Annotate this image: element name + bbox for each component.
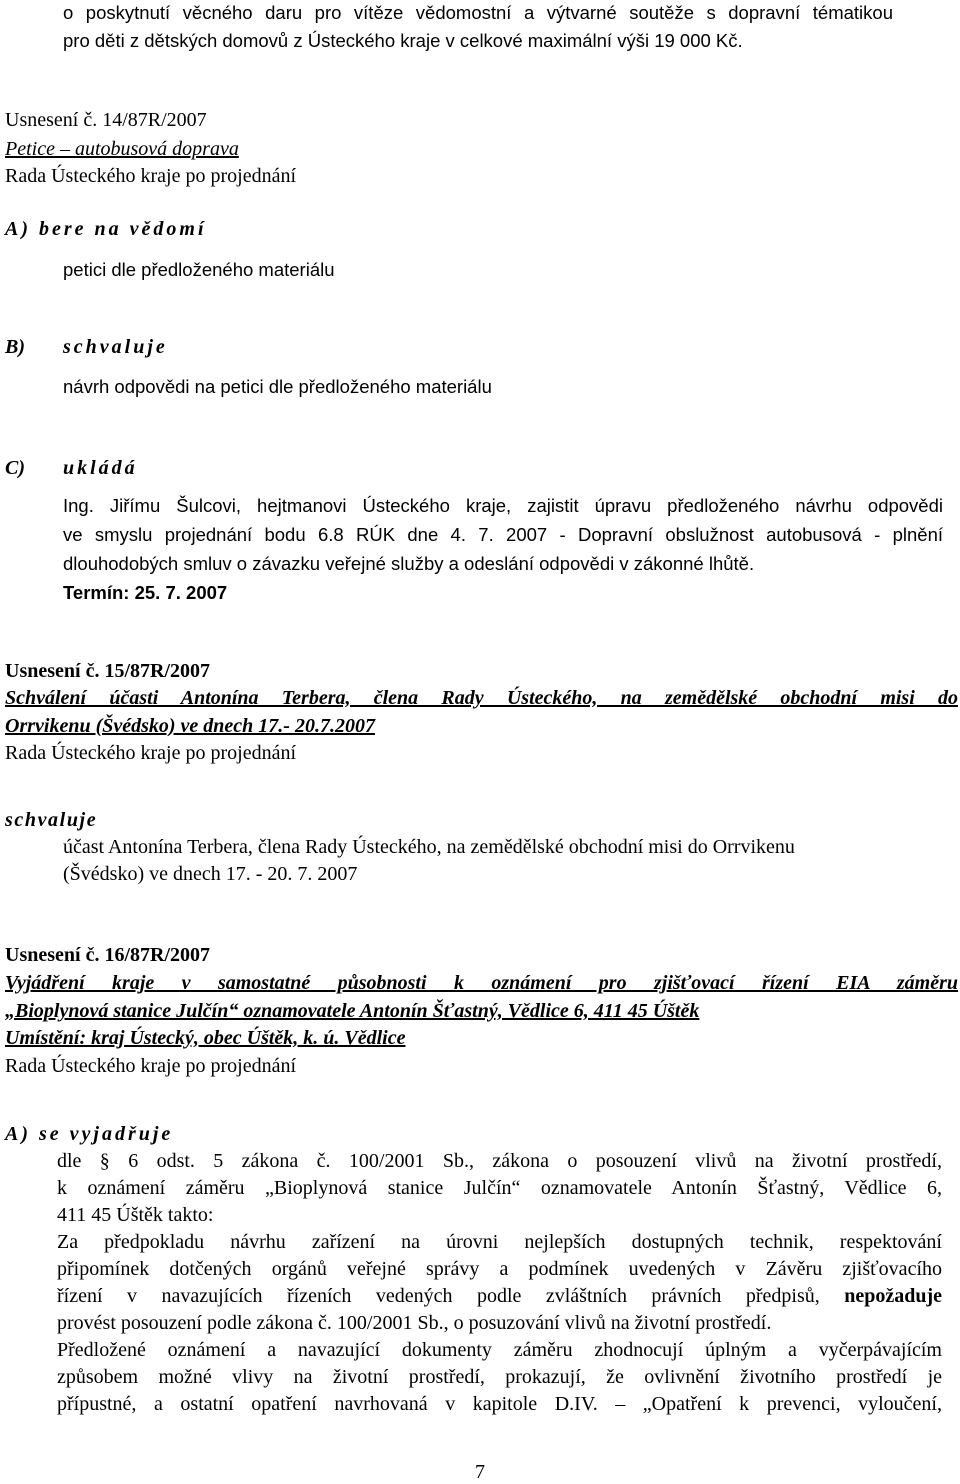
- resolution-14-deadline: Termín: 25. 7. 2007: [63, 582, 228, 603]
- resolution-16-number: Usnesení č. 16/87R/2007: [5, 944, 210, 966]
- resolution-16-line-10: přípustné, a ostatní opatření navrhovaná v kapitole D.IV. – „Opatření k prevenci, vyloučení,: [57, 1393, 942, 1415]
- resolution-15-title-line-1: Schválení účasti Antonína Terbera, člena Rady Ústeckého, na zemědělské obchodní misi do: [5, 687, 958, 709]
- resolution-15-title-line-2: Orrvikenu (Švédsko) ve dnech 17.- 20.7.2007: [5, 715, 375, 737]
- resolution-14-c-line-3: dlouhodobých smluv o závazku veřejné služby a odeslání odpovědi v zákonné lhůtě.: [63, 553, 755, 574]
- resolution-16-line-3: 411 45 Úštěk takto:: [57, 1204, 214, 1226]
- carryover-line-2: pro děti z dětských domovů z Ústeckého kraje v celkové maximální výši 19 000 Kč.: [63, 30, 743, 51]
- resolution-16-line-5: připomínek dotčených orgánů veřejné správy a podmínek uvedených v Závěru zjišťovacího: [57, 1258, 942, 1280]
- resolution-14-b-verb: schvaluje: [63, 336, 168, 358]
- resolution-15-text-line-2: (Švédsko) ve dnech 17. - 20. 7. 2007: [63, 863, 358, 885]
- resolution-15-intro: Rada Ústeckého kraje po projednání: [5, 742, 297, 764]
- resolution-16-title-line-3: Umístění: kraj Ústecký, obec Úštěk, k. ú. Vědlice: [5, 1027, 406, 1049]
- resolution-14-c-line-2: ve smyslu projednání bodu 6.8 RÚK dne 4. 7. 2007 - Dopravní obslužnost autobusová - plnění: [63, 524, 943, 545]
- resolution-16-line-9: způsobem možné vlivy na životní prostředí, prokazují, že ovlivnění životního prostředí je: [57, 1366, 942, 1388]
- resolution-16-title-line-2: „Bioplynová stanice Julčín“ oznamovatele Antonín Šťastný, Vědlice 6, 411 45 Úštěk: [5, 1000, 700, 1022]
- resolution-16-line-2: k oznámení záměru „Bioplynová stanice Julčín“ oznamovatele Antonín Šťastný, Vědlice 6,: [57, 1177, 942, 1199]
- resolution-16-a-label: A) se vyjadřuje: [5, 1123, 174, 1145]
- resolution-16-line-7: provést posouzení podle zákona č. 100/2001 Sb., o posuzování vlivů na životní prostředí.: [57, 1312, 772, 1334]
- resolution-15-number: Usnesení č. 15/87R/2007: [5, 660, 210, 682]
- resolution-14-c-verb: ukládá: [63, 457, 138, 479]
- resolution-15-text-line-1: účast Antonína Terbera, člena Rady Ústeckého, na zemědělské obchodní misi do Orrvikenu: [63, 836, 795, 858]
- resolution-14-c-line-1: Ing. Jiřímu Šulcovi, hejtmanovi Ústeckého kraje, zajistit úpravu předloženého návrhu odpovědi: [63, 495, 943, 516]
- resolution-14-c-label: C): [5, 457, 25, 479]
- carryover-line-1: o poskytnutí věcného daru pro vítěze vědomostní a výtvarné soutěže s dopravní tématikou: [63, 2, 893, 23]
- resolution-16-line-6: [57, 1283, 942, 1309]
- resolution-16-intro: Rada Ústeckého kraje po projednání: [5, 1055, 297, 1077]
- resolution-14-b-label: B): [5, 336, 25, 358]
- resolution-14-a-text: petici dle předloženého materiálu: [63, 259, 335, 280]
- page-number: 7: [475, 1461, 485, 1483]
- resolution-16-line-8: Předložené oznámení a navazující dokumenty záměru zhodnocují úplným a vyčerpávajícím: [57, 1339, 942, 1361]
- resolution-14-b-text: návrh odpovědi na petici dle předloženého materiálu: [63, 376, 492, 397]
- resolution-14-intro: Rada Ústeckého kraje po projednání: [5, 165, 297, 187]
- resolution-16-line-6-text: řízení v navazujících řízeních vedených podle zvláštních právních předpisů,: [57, 1285, 820, 1307]
- resolution-16-title-line-1: Vyjádření kraje v samostatné působnosti k oznámení pro zjišťovací řízení EIA záměru: [5, 972, 958, 994]
- resolution-16-nepozaduje: nepožaduje: [844, 1285, 942, 1307]
- resolution-14-number: Usnesení č. 14/87R/2007: [5, 109, 207, 131]
- resolution-14-title: Petice – autobusová doprava: [5, 138, 239, 160]
- resolution-15-verb: schvaluje: [5, 809, 98, 831]
- resolution-16-line-4: Za předpokladu návrhu zařízení na úrovni nejlepších dostupných technik, respektování: [57, 1231, 942, 1253]
- resolution-14-a-label: A) bere na vědomí: [5, 218, 207, 240]
- resolution-16-line-1: dle § 6 odst. 5 zákona č. 100/2001 Sb., zákona o posouzení vlivů na životní prostředí,: [57, 1150, 942, 1172]
